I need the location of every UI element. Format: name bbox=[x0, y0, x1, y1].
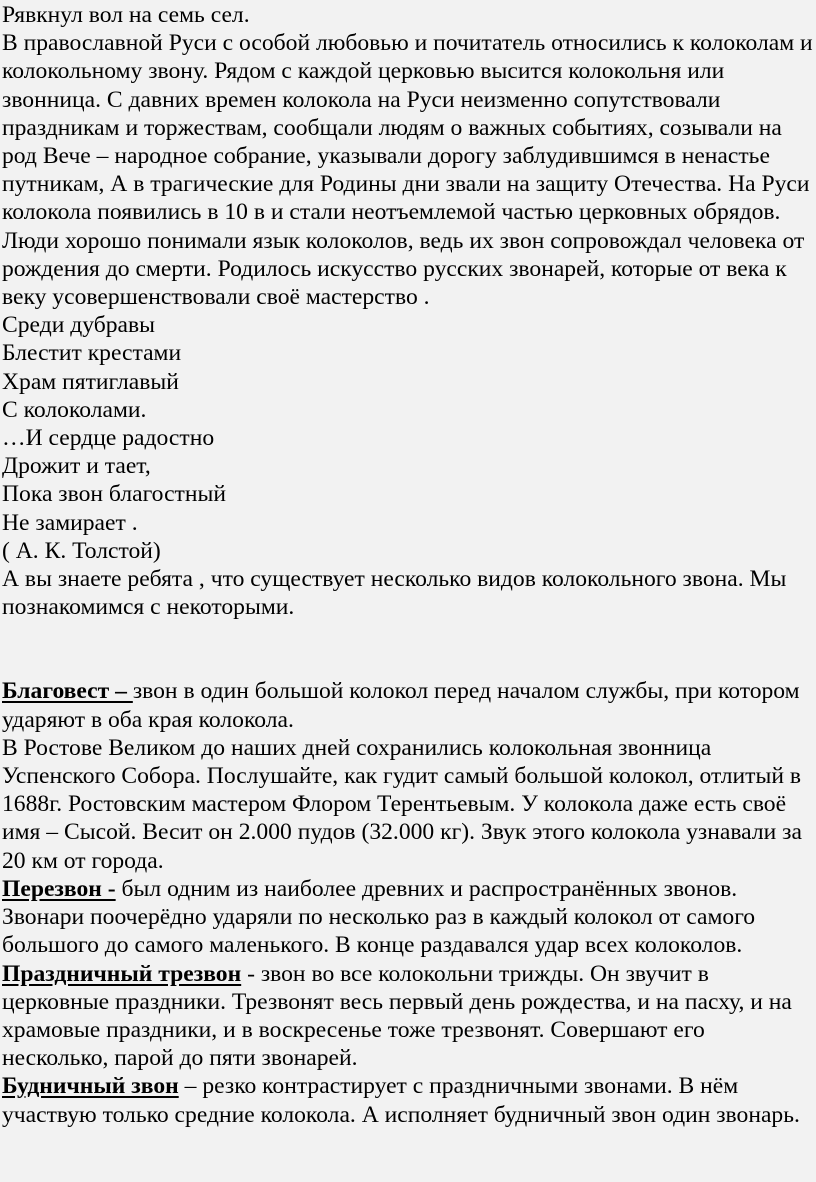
perezvon-paragraph bbox=[2, 875, 814, 960]
poem-line: Среди дубравы bbox=[2, 312, 155, 339]
blagovest-definition: звон в один большой колокол перед началом службы, при котором ударяют в оба края колокола. bbox=[2, 678, 800, 733]
poem-line: Блестит крестами bbox=[2, 340, 182, 367]
intro-paragraph: В православной Руси с особой любовью и почитатель относились к колоколам и колокольному звону. Рядом с каждой церковью высится колокольня или звонница. С давних времен колокола на Руси неизменно сопутствовали праздникам и торжествам, сообщали людям о важных событиях, созывали на род Вече – народное собрание, указывали дорогу заблудившимся в ненастье путникам, А в трагические для Родины дни звали на защиту Отечества. На Руси колокола появились в 10 в и стали неотъемлемой частью церковных обрядов. bbox=[2, 30, 813, 226]
poem bbox=[2, 311, 814, 565]
budnichny-paragraph bbox=[2, 1072, 814, 1128]
perezvon-definition: был одним из наиболее древних и распространённых звонов. Звонари поочерёдно ударяли по несколько раз в каждый колокол от самого большого до самого маленького. В конце раздавался удар всех колоколов. bbox=[2, 875, 756, 959]
blagovest-term: Благовест – bbox=[2, 678, 133, 705]
budnichny-term: Будничный звон bbox=[2, 1073, 179, 1100]
poem-line: …И сердце радостно bbox=[2, 425, 215, 452]
trezvon-paragraph bbox=[2, 960, 814, 1073]
question-paragraph: А вы знаете ребята , что существует несколько видов колокольного звона. Мы познакомимся с некоторыми. bbox=[2, 566, 787, 621]
trezvon-term: Праздничный трезвон bbox=[2, 960, 242, 987]
perezvon-term: Перезвон - bbox=[2, 875, 116, 902]
trezvon-definition: - звон во все колокольни трижды. Он звучит в церковные праздники. Трезвонят весь первый день рождества, и на пасху, и на храмовые праздники, и в воскресенье тоже трезвонят. Совершают его несколько, парой до пяти звонарей. bbox=[2, 960, 792, 1072]
poem-attribution: ( А. К. Толстой) bbox=[2, 537, 161, 564]
poem-line: Пока звон благостный bbox=[2, 481, 226, 508]
blank-space bbox=[2, 621, 814, 677]
poem-line: Храм пятиглавый bbox=[2, 368, 179, 395]
poem-line: Дрожит и тает, bbox=[2, 453, 151, 480]
poem-line: С колоколами. bbox=[2, 396, 147, 423]
document-title: Рявкнул вол на семь сел. bbox=[2, 2, 250, 28]
blagovest-paragraph bbox=[2, 677, 814, 733]
poem-line: Не замирает . bbox=[2, 509, 138, 536]
rostov-paragraph: В Ростове Великом до наших дней сохранились колокольная звонница Успенского Собора. Послушайте, как гудит самый большой колокол, отлитый в 1688г. Ростовским мастером Флором Терентьевым. У колокола даже есть своё имя – Сысой. Весит он 2.000 пудов (32.000 кг). Звук этого колокола узнавали за 20 км от города. bbox=[2, 734, 802, 874]
budnichny-definition: – резко контрастирует с праздничными звонами. В нём участвую только средние колокола. А исполняет будничный звон один звонарь. bbox=[2, 1073, 800, 1128]
intro-paragraph-2: Люди хорошо понимали язык колоколов, ведь их звон сопровождал человека от рождения до смерти. Родилось искусство русских звонарей, которые от века к веку усовершенствовали своё мастерство . bbox=[2, 227, 805, 311]
